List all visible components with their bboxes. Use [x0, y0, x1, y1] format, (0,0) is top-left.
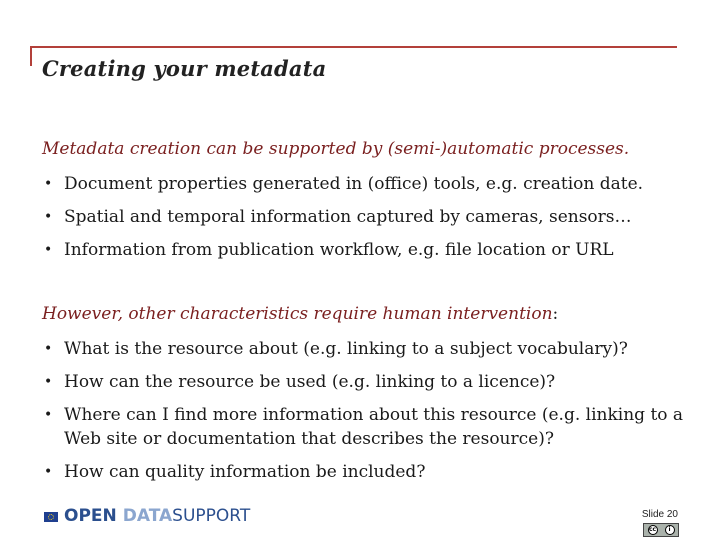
bullet-icon: •: [44, 407, 53, 423]
section-heading-text: Metadata creation can be supported by (semi-)automatic processes.: [42, 139, 630, 159]
section-heading-human: [42, 304, 558, 324]
eu-flag-icon: [44, 512, 58, 522]
list-item: [44, 370, 694, 394]
list-item: [44, 460, 694, 484]
bullet-text: How can quality information be included?: [64, 462, 426, 482]
list-item: [44, 403, 694, 451]
cc-icon: cc: [648, 526, 657, 533]
list-item: [44, 172, 694, 196]
cc-by-icon: [643, 523, 679, 537]
bullet-list-human: [44, 337, 694, 493]
section-heading-automatic: [42, 139, 629, 159]
title-frame-top-rule: [30, 46, 677, 48]
bullet-icon: •: [44, 242, 53, 258]
logo-data-text: DATA: [122, 506, 173, 526]
bullet-text: Document properties generated in (office) tools, e.g. creation date.: [64, 174, 644, 194]
bullet-list-automatic: [44, 172, 694, 271]
list-item: [44, 337, 694, 361]
bullet-icon: •: [44, 341, 53, 357]
bullet-icon: •: [44, 209, 53, 225]
list-item: [44, 205, 694, 229]
bullet-icon: •: [44, 176, 53, 192]
title-frame-left-rule: [30, 46, 32, 66]
section-heading-text: However, other characteristics require human intervention: [42, 304, 553, 324]
logo-support-text: SUPPORT: [172, 506, 251, 526]
slide-number: Slide 20: [641, 509, 678, 520]
bullet-text: How can the resource be used (e.g. linking to a licence)?: [64, 372, 556, 392]
slide-title: Creating your metadata: [42, 56, 327, 81]
bullet-text: What is the resource about (e.g. linking to a subject vocabulary)?: [64, 339, 628, 359]
bullet-text: Spatial and temporal information captured by cameras, sensors…: [64, 207, 632, 227]
logo-open-text: OPEN: [64, 506, 117, 526]
bullet-icon: •: [44, 464, 53, 480]
section-heading-colon: :: [552, 304, 559, 324]
by-person-icon: i: [665, 525, 675, 535]
list-item: [44, 238, 694, 262]
bullet-icon: •: [44, 374, 53, 390]
open-data-support-logo: [44, 505, 250, 527]
bullet-text: Where can I find more information about this resource (e.g. linking to a Web site or documentation that describes the resource)?: [64, 405, 684, 449]
bullet-text: Information from publication workflow, e.g. file location or URL: [64, 240, 614, 260]
